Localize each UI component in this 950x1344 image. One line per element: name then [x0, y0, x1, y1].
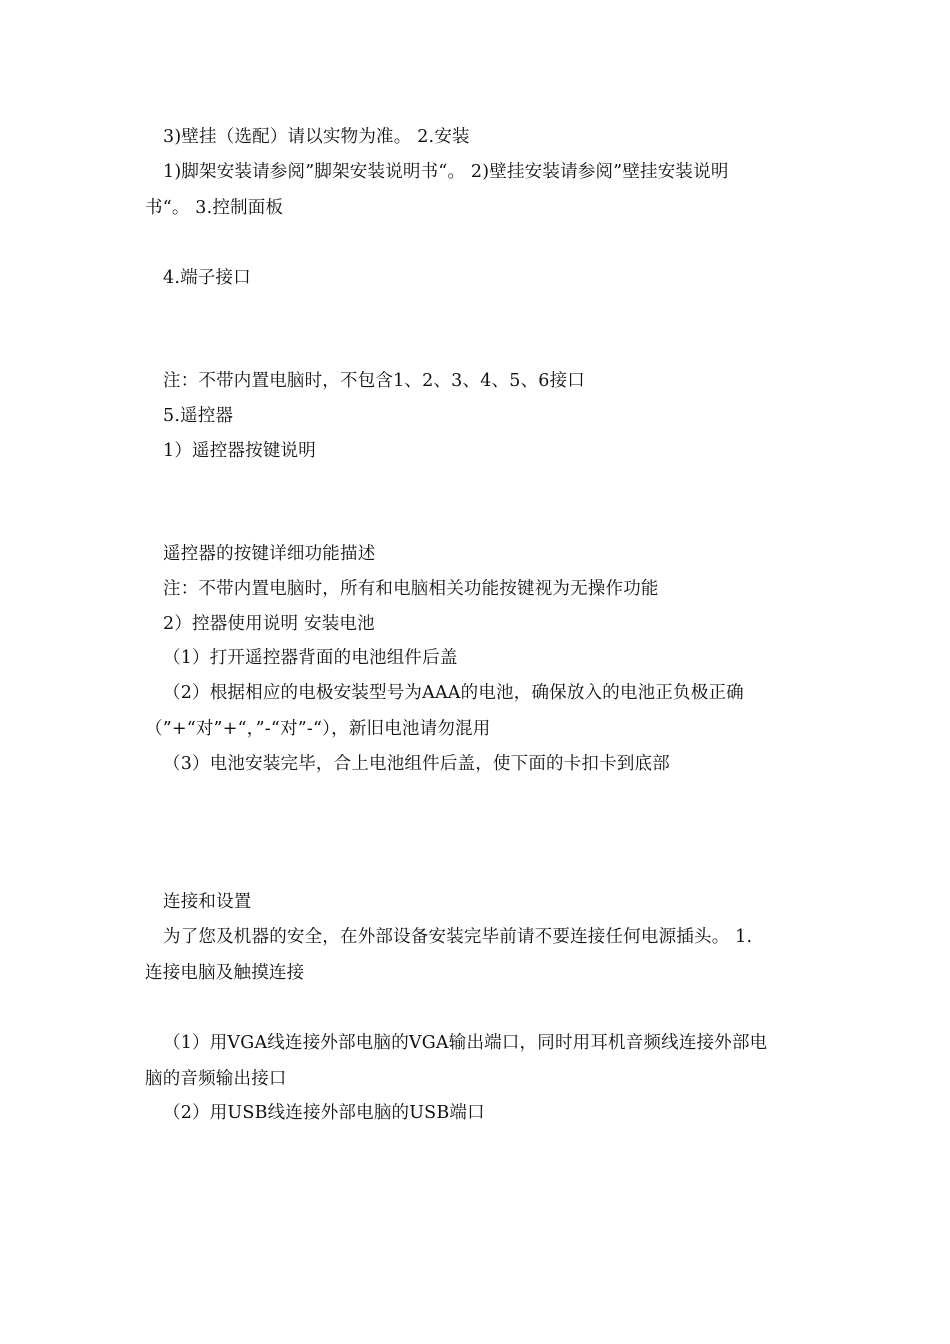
text-line-battery-step-2: （2）根据相应的电极安装型号为AAA的电池，确保放入的电池正负极正确: [163, 683, 744, 703]
text-line-remote-control: 5.遥控器: [163, 406, 234, 426]
text-line-pc-touch-connect: 连接电脑及触摸连接: [145, 963, 305, 983]
text-line-terminal-ports: 4.端子接口: [163, 268, 251, 288]
text-line-port-note: 注：不带内置电脑时，不包含1、2、3、4、5、6接口: [163, 371, 586, 391]
text-line-battery-install: 2）控器使用说明 安装电池: [163, 614, 375, 634]
text-line-remote-buttons: 1）遥控器按键说明: [163, 441, 316, 461]
text-line-function-note: 注：不带内置电脑时，所有和电脑相关功能按键视为无操作功能: [163, 579, 659, 599]
text-line-connect-setup: 连接和设置: [163, 892, 252, 912]
text-line-vga-connect: （1）用VGA线连接外部电脑的VGA输出端口，同时用耳机音频线连接外部电: [163, 1033, 768, 1053]
text-line-usb-connect: （2）用USB线连接外部电脑的USB端口: [163, 1103, 485, 1123]
text-line-battery-step-2-cont: （”+“对”+“，”-“对”-“），新旧电池请勿混用: [145, 719, 491, 739]
text-line-safety-note: 为了您及机器的安全，在外部设备安装完毕前请不要连接任何电源插头。 1.: [163, 927, 753, 947]
text-line-button-description: 遥控器的按键详细功能描述: [163, 544, 376, 564]
text-line-vga-connect-cont: 脑的音频输出接口: [145, 1069, 287, 1089]
text-line-install-manual: 1)脚架安装请参阅”脚架安装说明书“。 2)壁挂安装请参阅”壁挂安装说明: [163, 162, 729, 182]
text-line-control-panel: 书“。 3.控制面板: [145, 198, 284, 218]
text-line-wall-mount-note: 3)壁挂（选配）请以实物为准。 2.安装: [163, 127, 470, 147]
text-line-battery-step-1: （1）打开遥控器背面的电池组件后盖: [163, 648, 458, 668]
text-line-battery-step-3: （3）电池安装完毕，合上电池组件后盖，使下面的卡扣卡到底部: [163, 754, 670, 774]
